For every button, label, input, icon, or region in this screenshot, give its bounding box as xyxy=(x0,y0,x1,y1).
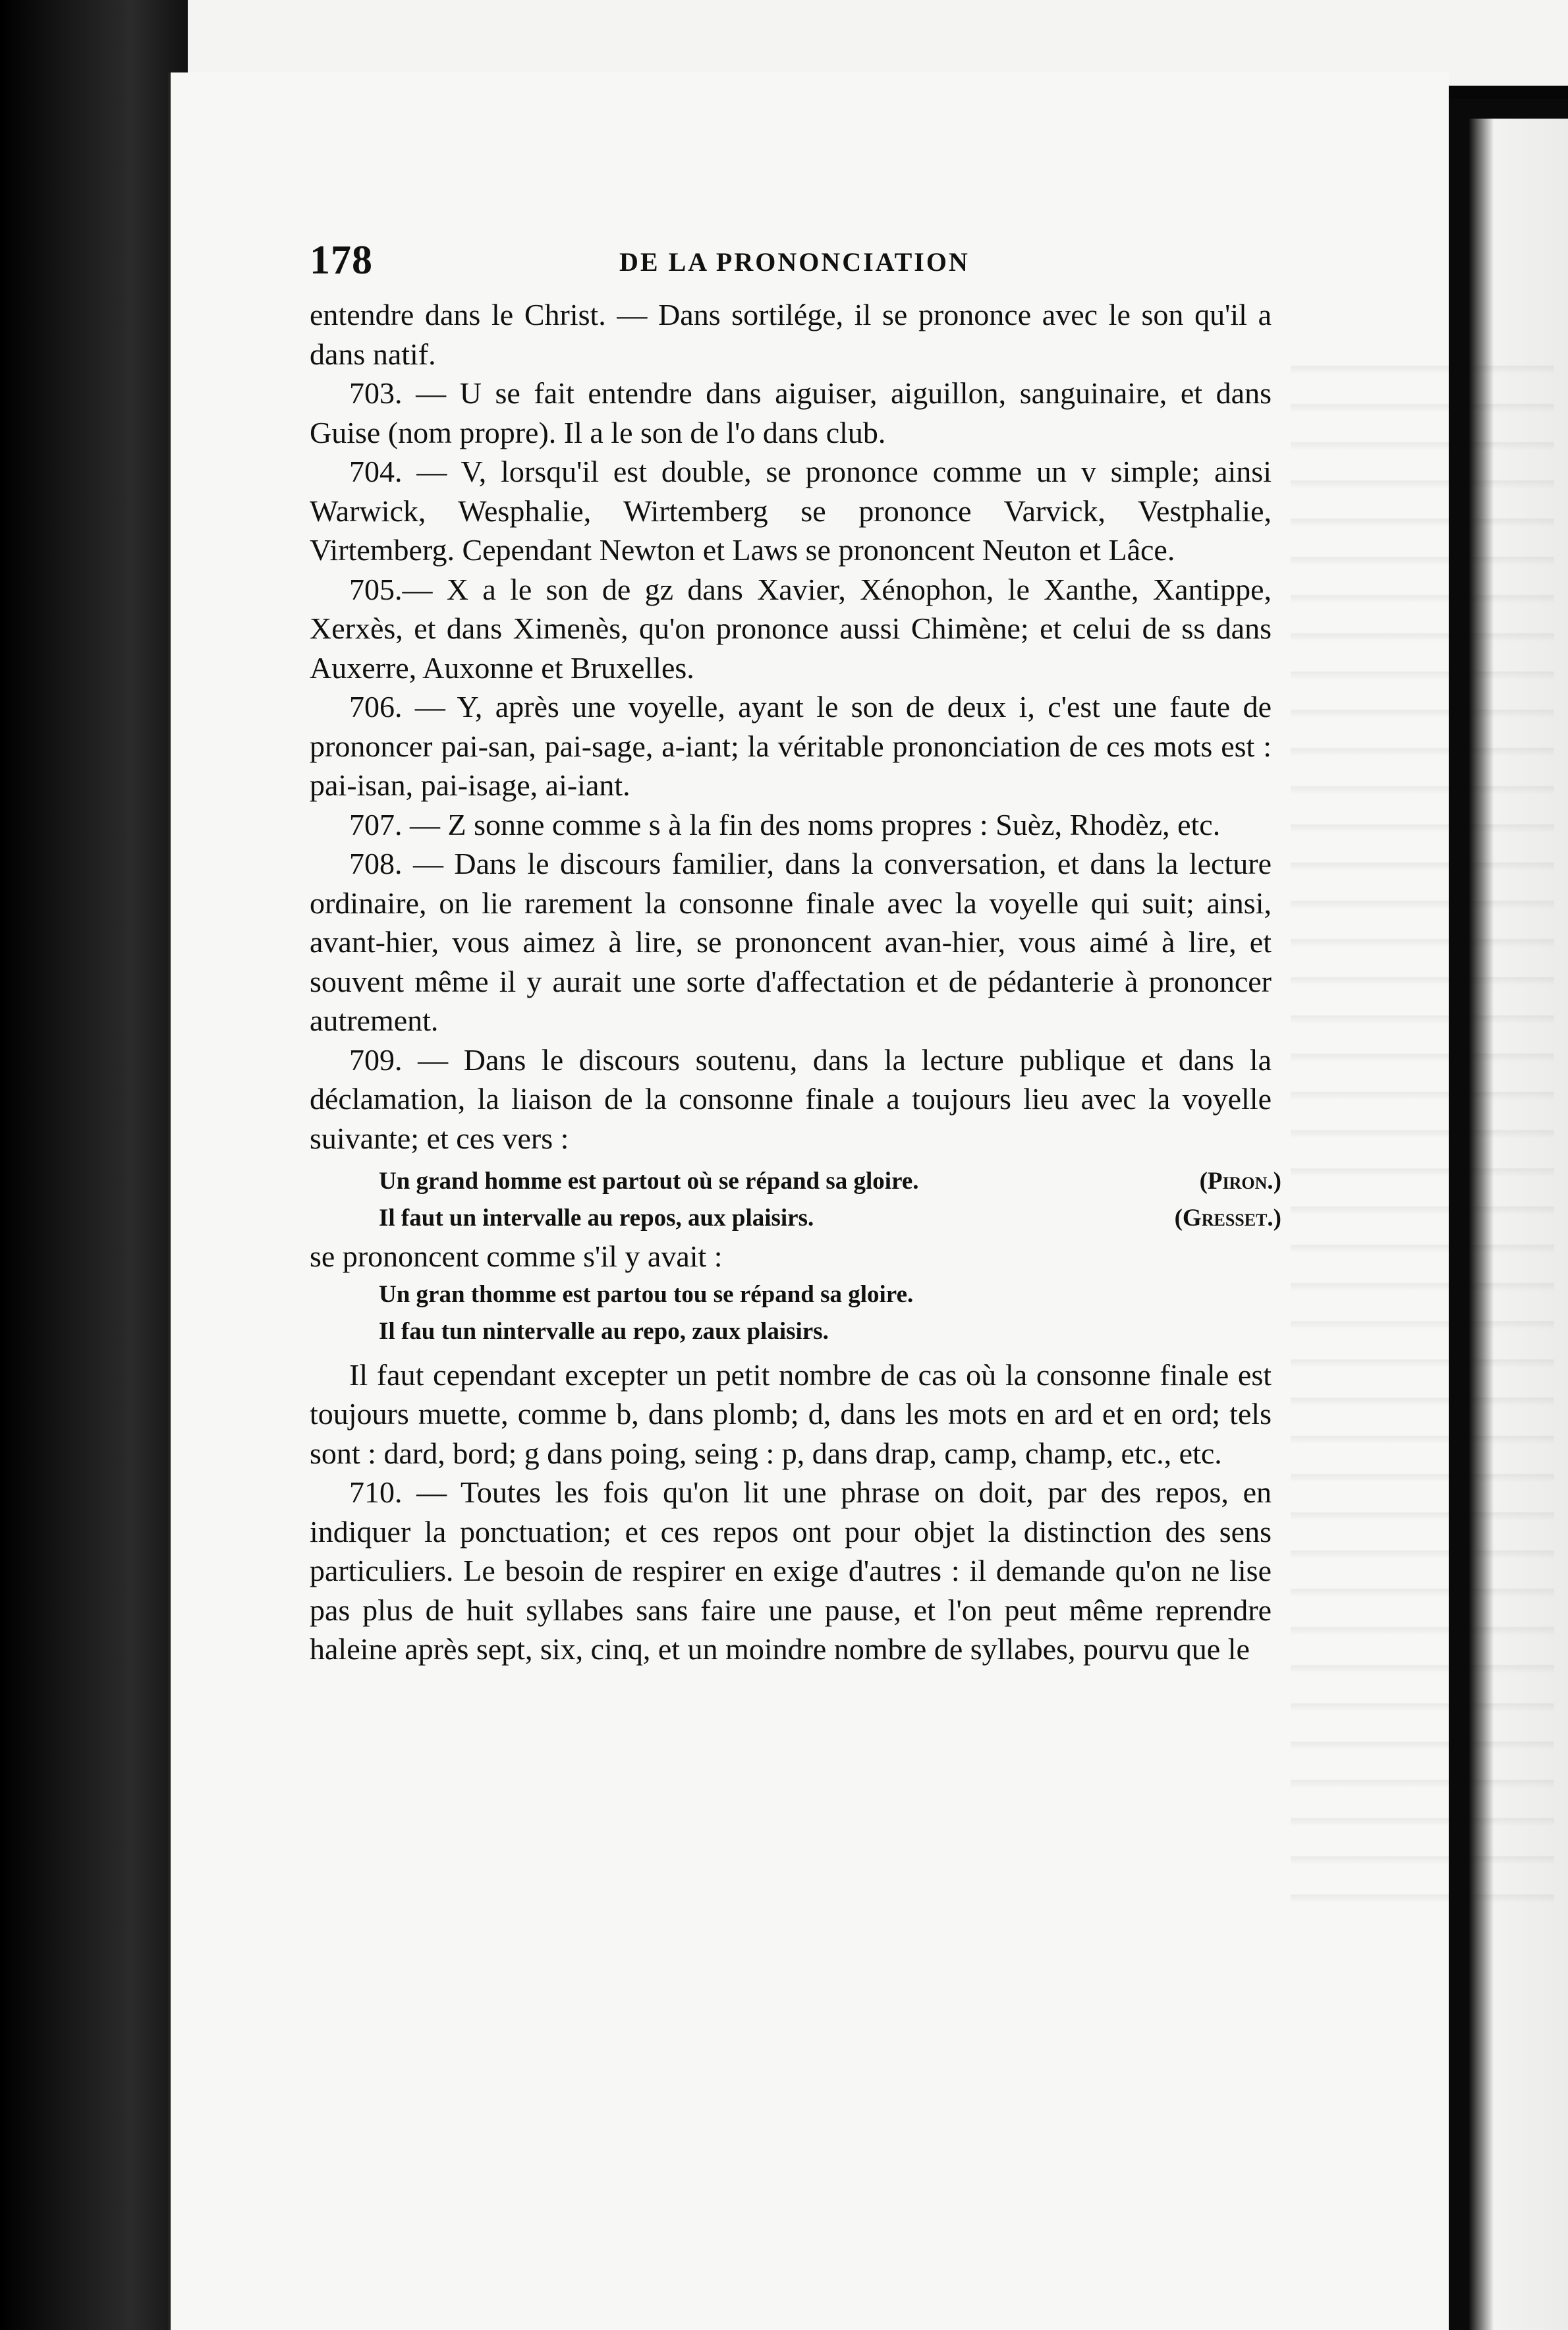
body-text xyxy=(310,295,1281,1669)
page-header xyxy=(310,237,1272,283)
page-content xyxy=(310,237,1281,1669)
paragraph-708: 708. — Dans le discours familier, dans la conversation, et dans la lecture ordinaire, on lie rarement la consonne finale avec la voyelle qui suit; ainsi, avant-hier, vous aimez à lire, se prononcent avan-hier, vous aimé à lire, et souvent même il y aurait une sorte d'affectation et de pédanterie à prononcer autrement. xyxy=(310,847,1272,1037)
page-number: 178 xyxy=(310,238,373,283)
phonetic-verse-line: Il fau tun nintervalle au repo, zaux plaisirs. xyxy=(379,1317,829,1345)
book-spine-shadow xyxy=(0,0,188,2330)
paragraph-707: 707. — Z sonne comme s à la fin des noms propres : Suèz, Rhodèz, etc. xyxy=(349,807,1221,841)
verse-text: Un grand homme est partout où se répand sa gloire. xyxy=(379,1168,919,1195)
paragraph-exceptions: Il faut cependant excepter un petit nombre de cas où la consonne finale est toujours muette, comme b, dans plomb; d, dans les mots en ard et en ord; tels sont : dard, bord; g dans poing, seing : p, dans drap, camp, champ, etc., etc. xyxy=(310,1357,1272,1470)
verse-author: (Gresset.) xyxy=(1174,1205,1281,1232)
bridge-sentence: se prononcent comme s'il y avait : xyxy=(310,1239,723,1273)
paragraph-710: 710. — Toutes les fois qu'on lit une phrase on doit, par des repos, en indiquer la ponctuation; et ces repos ont pour objet la distinction des sens particuliers. Le besoin de respirer en exige d'autres : il demande qu'on ne lise pas plus de huit syllabes sans faire une pause, et l'on peut même reprendre haleine après sept, six, cinq, et un moindre nombre de syllabes, pourvu que le xyxy=(310,1475,1272,1666)
verse-text: Il faut un intervalle au repos, aux plaisirs. xyxy=(379,1205,814,1232)
phonetic-verse-line: Un gran thomme est partou tou se répand sa gloire. xyxy=(379,1280,914,1308)
paragraph-703: 703. — U se fait entendre dans aiguiser, aiguillon, sanguinaire, et dans Guise (nom propre). Il a le son de l'o dans club. xyxy=(310,376,1272,449)
paragraph-continuation: entendre dans le Christ. — Dans sortilége, il se prononce avec le son qu'il a dans natif. xyxy=(310,298,1272,371)
verse-line xyxy=(379,1200,1281,1237)
running-head: DE LA PRONONCIATION xyxy=(619,247,970,277)
verse-author: (Piron.) xyxy=(1199,1168,1281,1195)
paragraph-706: 706. — Y, après une voyelle, ayant le son de deux i, c'est une faute de prononcer pai-san, pai-sage, a-iant; la véritable prononciation de ces mots est : pai-isan, pai-isage, ai-iant. xyxy=(310,690,1272,802)
verse-line xyxy=(379,1163,1281,1200)
paragraph-709: 709. — Dans le discours soutenu, dans la lecture publique et dans la déclamation, la liaison de la consonne finale a toujours lieu avec la voyelle suivante; et ces vers : xyxy=(310,1042,1272,1155)
paragraph-705: 705.— X a le son de gz dans Xavier, Xénophon, le Xanthe, Xantippe, Xerxès, et dans Ximenès, qu'on prononce aussi Chimène; et celui de ss dans Auxerre, Auxonne et Bruxelles. xyxy=(310,572,1272,685)
paragraph-704: 704. — V, lorsqu'il est double, se prononce comme un v simple; ainsi Warwick, Wesphalie, Wirtemberg se prononce Varvick, Vestphalie, Virtemberg. Cependant Newton et Laws se prononcent Neuton et Lâce. xyxy=(310,455,1272,567)
bleed-through-texture xyxy=(1291,336,1554,1918)
